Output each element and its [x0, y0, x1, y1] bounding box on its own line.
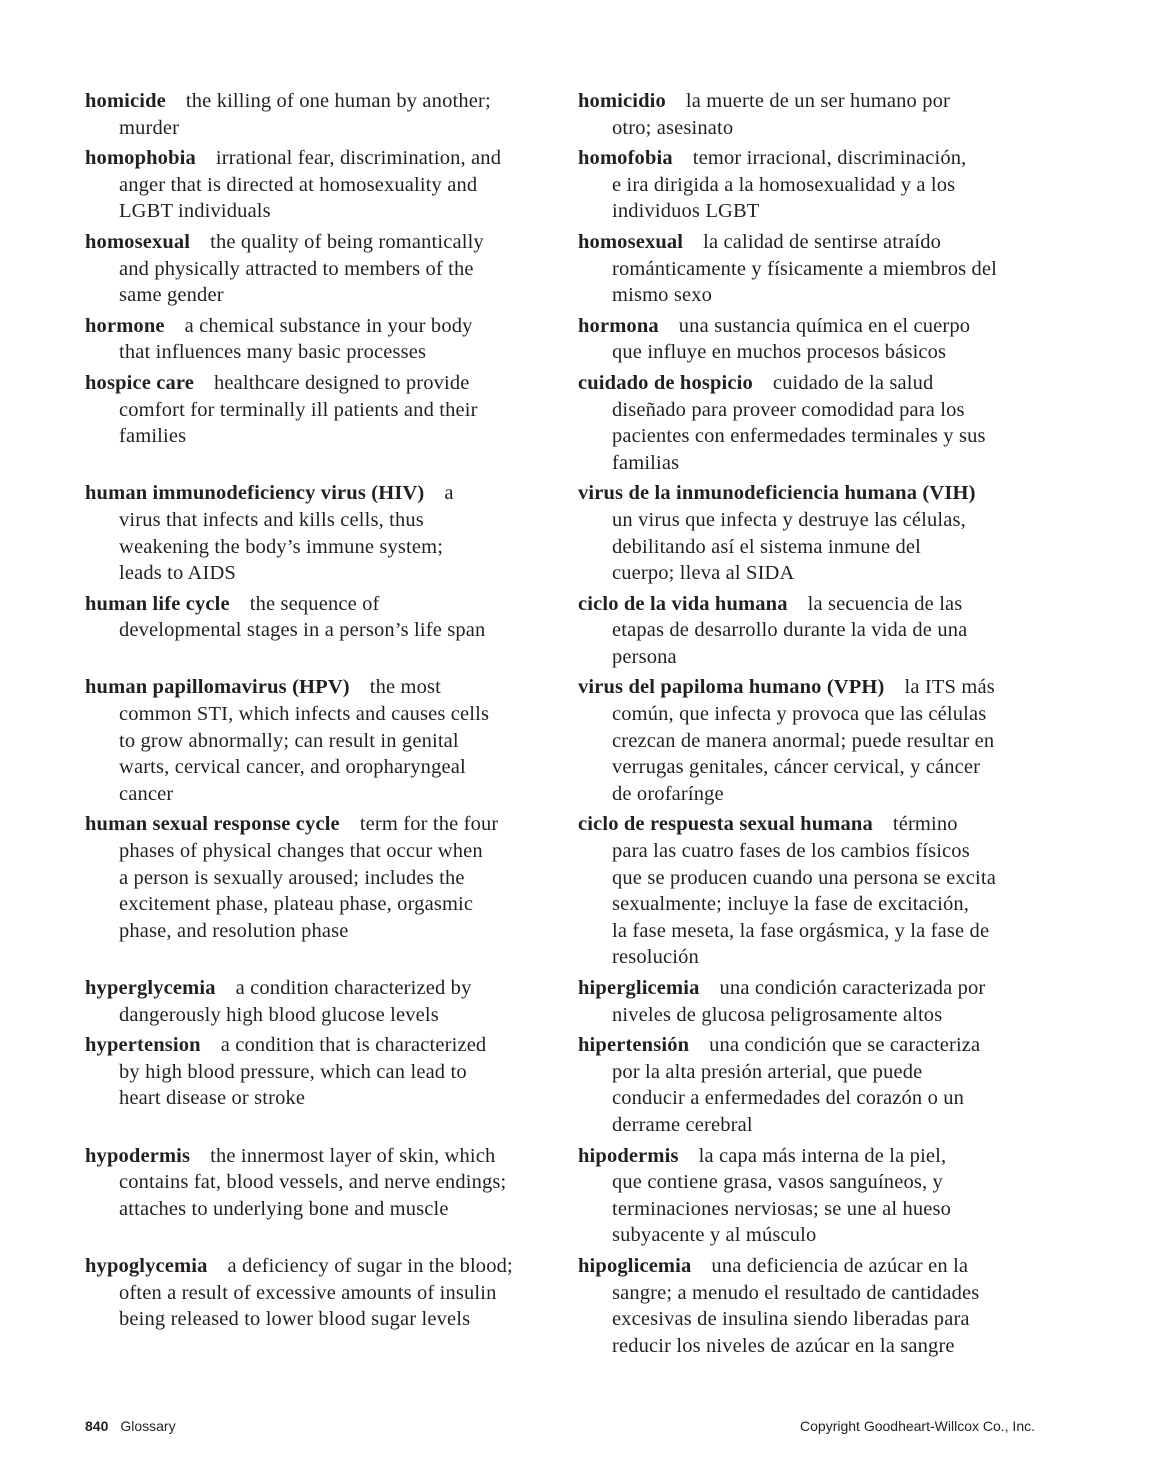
- glossary-term: virus de la inmunodeficiencia humana (VIH): [578, 482, 976, 505]
- glossary-columns: [85, 88, 1050, 1359]
- glossary-term: hipoglicemia: [578, 1254, 692, 1277]
- english-entry: [85, 145, 578, 225]
- spanish-entry: [578, 591, 1050, 671]
- glossary-term: hormona: [578, 314, 659, 337]
- glossary-term: homophobia: [85, 147, 196, 170]
- glossary-term: ciclo de respuesta sexual humana: [578, 813, 873, 836]
- glossary-term: hipertensión: [578, 1034, 690, 1057]
- glossary-definition: temor irracional, discriminación, e ira dirigida a la homosexualidad y a los individuos LGBT: [612, 147, 967, 223]
- english-entry: [85, 1253, 578, 1359]
- english-entry: [85, 1032, 578, 1138]
- glossary-term: hypoglycemia: [85, 1254, 208, 1277]
- glossary-term: hypodermis: [85, 1144, 191, 1167]
- spanish-entry: [578, 1143, 1050, 1249]
- glossary-term: human immunodeficiency virus (HIV): [85, 482, 425, 505]
- glossary-definition: a condition characterized by dangerously high blood glucose levels: [119, 977, 472, 1026]
- spanish-entry: [578, 975, 1050, 1028]
- glossary-term: ciclo de la vida humana: [578, 592, 788, 615]
- glossary-term: virus del papiloma humano (VPH): [578, 676, 885, 699]
- page-number: 840: [85, 1418, 109, 1434]
- glossary-term: homicide: [85, 90, 166, 112]
- glossary-definition: la ITS más común, que infecta y provoca que las células crezcan de manera anormal; puede resultar en verrugas genitales, cáncer cervical, y cáncer de orofarínge: [612, 676, 995, 805]
- glossary-term: hiperglicemia: [578, 977, 700, 999]
- glossary-definition: the killing of one human by another; murder: [119, 90, 491, 139]
- spanish-entry: [578, 480, 1050, 586]
- glossary-definition: a chemical substance in your body that influences many basic processes: [119, 314, 473, 364]
- english-entry: [85, 88, 578, 141]
- section-name: Glossary: [120, 1418, 176, 1434]
- glossary-term: human life cycle: [85, 592, 230, 615]
- glossary-definition: the most common STI, which infects and causes cells to grow abnormally; can result in genital warts, cervical cancer, and oropharyngeal cancer: [119, 676, 490, 805]
- english-entry: [85, 229, 578, 309]
- glossary-definition: a condition that is characterized by high blood pressure, which can lead to heart disease or stroke: [119, 1034, 487, 1110]
- glossary-definition: the innermost layer of skin, which contains fat, blood vessels, and nerve endings; attaches to underlying bone and muscle: [119, 1144, 507, 1220]
- spanish-entry: [578, 1253, 1050, 1359]
- spanish-entry: [578, 145, 1050, 225]
- glossary-definition: un virus que infecta y destruye las células, debilitando así el sistema inmune del cuerpo; lleva al SIDA: [612, 508, 966, 585]
- glossary-term: homofobia: [578, 147, 673, 170]
- glossary-definition: la calidad de sentirse atraído románticamente y físicamente a miembros del mismo sexo: [612, 230, 997, 307]
- glossary-term: hormone: [85, 314, 165, 337]
- glossary-definition: la muerte de un ser humano por otro; asesinato: [612, 90, 951, 139]
- glossary-definition: una condición que se caracteriza por la alta presión arterial, que puede conducir a enfermedades del corazón o un derrame cerebral: [612, 1034, 981, 1136]
- glossary-term: homosexual: [85, 230, 191, 253]
- spanish-entry: [578, 313, 1050, 366]
- glossary-definition: the quality of being romantically and physically attracted to members of the same gender: [119, 230, 484, 307]
- glossary-definition: cuidado de la salud diseñado para proveer comodidad para los pacientes con enfermedades terminales y sus familias: [612, 371, 986, 474]
- english-entry: [85, 674, 578, 807]
- glossary-term: hospice care: [85, 371, 195, 394]
- english-entry: [85, 811, 578, 971]
- glossary-term: cuidado de hospicio: [578, 371, 753, 394]
- spanish-entry: [578, 370, 1050, 476]
- spanish-entry: [578, 811, 1050, 971]
- glossary-term: human sexual response cycle: [85, 813, 340, 836]
- english-entry: [85, 370, 578, 476]
- spanish-entry: [578, 1032, 1050, 1138]
- glossary-term: human papillomavirus (HPV): [85, 676, 350, 699]
- english-entry: [85, 480, 578, 586]
- glossary-definition: a virus that infects and kills cells, thus weakening the body’s immune system; leads to AIDS: [119, 482, 454, 585]
- copyright: Copyright Goodheart-Willcox Co., Inc.: [800, 1418, 1035, 1434]
- glossary-definition: término para las cuatro fases de los cambios físicos que se producen cuando una persona se excita sexualmente; incluye la fase de excitación, la fase meseta, la fase orgásmica, y la fase de resolución: [612, 813, 996, 969]
- glossary-definition: the sequence of developmental stages in a person’s life span: [119, 592, 486, 642]
- glossary-definition: a deficiency of sugar in the blood; often a result of excessive amounts of insulin being released to lower blood sugar levels: [119, 1254, 513, 1331]
- english-entry: [85, 1143, 578, 1249]
- glossary-term: hypertension: [85, 1034, 201, 1057]
- english-entry: [85, 975, 578, 1028]
- spanish-entry: [578, 674, 1050, 807]
- spanish-entry: [578, 88, 1050, 141]
- english-entry: [85, 313, 578, 366]
- spanish-entry: [578, 229, 1050, 309]
- page-footer-left: [85, 1418, 176, 1434]
- glossary-definition: healthcare designed to provide comfort for terminally ill patients and their families: [119, 371, 478, 448]
- glossary-definition: una sustancia química en el cuerpo que influye en muchos procesos básicos: [612, 314, 971, 364]
- glossary-term: homicidio: [578, 90, 666, 112]
- glossary-definition: la secuencia de las etapas de desarrollo durante la vida de una persona: [612, 592, 968, 668]
- english-entry: [85, 591, 578, 671]
- glossary-definition: una deficiencia de azúcar en la sangre; a menudo el resultado de cantidades excesivas de insulina siendo liberadas para reducir los niveles de azúcar en la sangre: [612, 1254, 980, 1357]
- glossary-definition: la capa más interna de la piel, que contiene grasa, vasos sanguíneos, y terminaciones nerviosas; se une al hueso subyacente y al músculo: [612, 1144, 952, 1247]
- glossary-definition: term for the four phases of physical changes that occur when a person is sexually aroused; includes the excitement phase, plateau phase, orgasmic phase, and resolution phase: [119, 813, 499, 942]
- glossary-term: hipodermis: [578, 1144, 679, 1167]
- glossary-definition: irrational fear, discrimination, and anger that is directed at homosexuality and LGBT individuals: [119, 147, 502, 223]
- glossary-term: hyperglycemia: [85, 977, 216, 999]
- glossary-term: homosexual: [578, 230, 684, 253]
- glossary-definition: una condición caracterizada por niveles de glucosa peligrosamente altos: [612, 977, 986, 1026]
